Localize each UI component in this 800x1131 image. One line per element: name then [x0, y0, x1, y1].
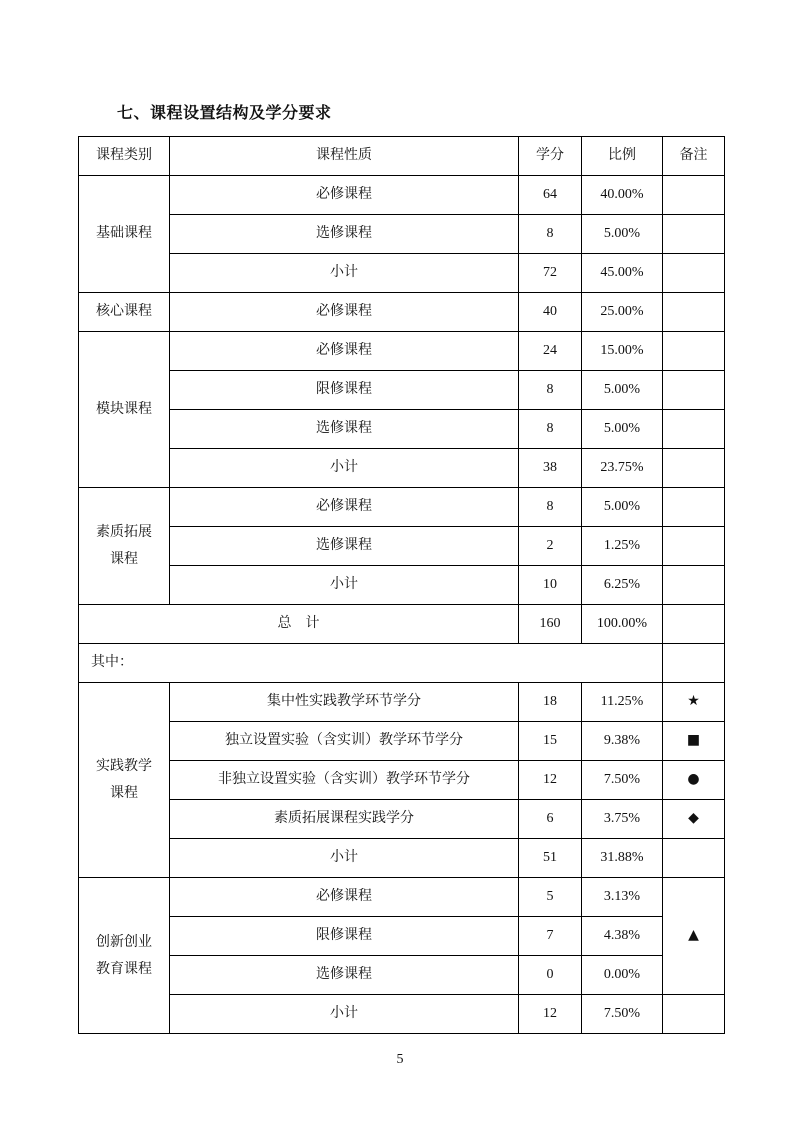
table-row — [79, 215, 725, 254]
nature-cell: 选修课程 — [170, 527, 519, 566]
remark-cell — [663, 215, 725, 254]
credits-cell: 15 — [519, 722, 582, 761]
nature-cell: 小计 — [170, 839, 519, 878]
nature-cell: 必修课程 — [170, 293, 519, 332]
remark-cell — [663, 410, 725, 449]
header-category: 课程类别 — [79, 137, 170, 176]
table-row — [79, 878, 725, 917]
total-row — [79, 605, 725, 644]
total-credits: 160 — [519, 605, 582, 644]
category-practice — [79, 683, 170, 878]
among-label: 其中： — [79, 644, 663, 683]
nature-cell: 必修课程 — [170, 332, 519, 371]
credit-structure-table — [78, 136, 725, 1034]
category-line: 课程 — [110, 785, 138, 801]
nature-cell: 选修课程 — [170, 956, 519, 995]
table-row — [79, 527, 725, 566]
category-innovation — [79, 878, 170, 1034]
ratio-cell: 4.38% — [582, 917, 663, 956]
table-row — [79, 761, 725, 800]
ratio-cell: 9.38% — [582, 722, 663, 761]
table-row — [79, 332, 725, 371]
nature-cell: 小计 — [170, 254, 519, 293]
table-row — [79, 722, 725, 761]
square-icon: ■ — [663, 722, 725, 761]
remark-cell — [663, 371, 725, 410]
table-header-row — [79, 137, 725, 176]
table-row — [79, 800, 725, 839]
ratio-cell: 7.50% — [582, 995, 663, 1034]
credits-cell: 0 — [519, 956, 582, 995]
ratio-cell: 25.00% — [582, 293, 663, 332]
remark-cell — [663, 332, 725, 371]
nature-cell: 选修课程 — [170, 410, 519, 449]
credits-cell: 8 — [519, 215, 582, 254]
credits-cell: 7 — [519, 917, 582, 956]
credits-cell: 6 — [519, 800, 582, 839]
table-row — [79, 371, 725, 410]
header-ratio: 比例 — [582, 137, 663, 176]
remark-cell — [663, 293, 725, 332]
star-icon: ★ — [663, 683, 725, 722]
credits-cell: 40 — [519, 293, 582, 332]
ratio-cell: 6.25% — [582, 566, 663, 605]
category-basic: 基础课程 — [79, 176, 170, 293]
nature-cell: 必修课程 — [170, 488, 519, 527]
remark-cell — [663, 995, 725, 1034]
ratio-cell: 5.00% — [582, 410, 663, 449]
ratio-cell: 45.00% — [582, 254, 663, 293]
table-row — [79, 176, 725, 215]
category-core: 核心课程 — [79, 293, 170, 332]
ratio-cell: 7.50% — [582, 761, 663, 800]
credits-cell: 12 — [519, 761, 582, 800]
category-quality — [79, 488, 170, 605]
ratio-cell: 23.75% — [582, 449, 663, 488]
ratio-cell: 5.00% — [582, 371, 663, 410]
table-row — [79, 956, 725, 995]
nature-cell: 小计 — [170, 995, 519, 1034]
credits-cell: 8 — [519, 371, 582, 410]
table-row — [79, 995, 725, 1034]
remark-cell — [663, 449, 725, 488]
ratio-cell: 31.88% — [582, 839, 663, 878]
ratio-cell: 40.00% — [582, 176, 663, 215]
credits-cell: 12 — [519, 995, 582, 1034]
remark-cell — [663, 644, 725, 683]
table-row — [79, 449, 725, 488]
credits-cell: 24 — [519, 332, 582, 371]
remark-cell — [663, 254, 725, 293]
diamond-icon: ◆ — [663, 800, 725, 839]
ratio-cell: 3.13% — [582, 878, 663, 917]
table-row — [79, 566, 725, 605]
category-line: 课程 — [110, 551, 138, 567]
remark-cell — [663, 839, 725, 878]
category-line: 实践教学 — [96, 758, 152, 775]
nature-cell: 必修课程 — [170, 176, 519, 215]
nature-cell: 非独立设置实验（含实训）教学环节学分 — [170, 761, 519, 800]
nature-cell: 必修课程 — [170, 878, 519, 917]
ratio-cell: 11.25% — [582, 683, 663, 722]
table-row — [79, 410, 725, 449]
remark-cell — [663, 488, 725, 527]
header-nature: 课程性质 — [170, 137, 519, 176]
remark-cell — [663, 566, 725, 605]
credits-cell: 8 — [519, 410, 582, 449]
nature-cell: 小计 — [170, 449, 519, 488]
category-line: 教育课程 — [96, 960, 152, 977]
ratio-cell: 15.00% — [582, 332, 663, 371]
triangle-icon: ▲ — [663, 878, 725, 995]
ratio-cell: 5.00% — [582, 215, 663, 254]
category-line: 素质拓展 — [96, 524, 152, 541]
credits-cell: 8 — [519, 488, 582, 527]
ratio-cell: 0.00% — [582, 956, 663, 995]
nature-cell: 限修课程 — [170, 917, 519, 956]
ratio-cell: 1.25% — [582, 527, 663, 566]
table-row — [79, 839, 725, 878]
remark-cell — [663, 527, 725, 566]
table-row — [79, 488, 725, 527]
category-module: 模块课程 — [79, 332, 170, 488]
total-label: 总 计 — [79, 605, 519, 644]
credits-cell: 2 — [519, 527, 582, 566]
credits-cell: 72 — [519, 254, 582, 293]
category-line: 创新创业 — [96, 933, 152, 950]
credits-cell: 18 — [519, 683, 582, 722]
page-number: 5 — [396, 1052, 404, 1067]
nature-cell: 素质拓展课程实践学分 — [170, 800, 519, 839]
nature-cell: 集中性实践教学环节学分 — [170, 683, 519, 722]
remark-cell — [663, 605, 725, 644]
table-row — [79, 917, 725, 956]
circle-icon: ● — [663, 761, 725, 800]
remark-cell — [663, 176, 725, 215]
table-row — [79, 254, 725, 293]
table-row — [79, 683, 725, 722]
credits-cell: 5 — [519, 878, 582, 917]
nature-cell: 小计 — [170, 566, 519, 605]
nature-cell: 限修课程 — [170, 371, 519, 410]
credits-cell: 64 — [519, 176, 582, 215]
credits-cell: 51 — [519, 839, 582, 878]
header-credits: 学分 — [519, 137, 582, 176]
header-remark: 备注 — [663, 137, 725, 176]
table-row — [79, 293, 725, 332]
ratio-cell: 5.00% — [582, 488, 663, 527]
nature-cell: 独立设置实验（含实训）教学环节学分 — [170, 722, 519, 761]
nature-cell: 选修课程 — [170, 215, 519, 254]
credits-cell: 10 — [519, 566, 582, 605]
ratio-cell: 3.75% — [582, 800, 663, 839]
section-heading: 七、课程设置结构及学分要求 — [117, 103, 332, 122]
credits-cell: 38 — [519, 449, 582, 488]
among-row — [79, 644, 725, 683]
total-ratio: 100.00% — [582, 605, 663, 644]
